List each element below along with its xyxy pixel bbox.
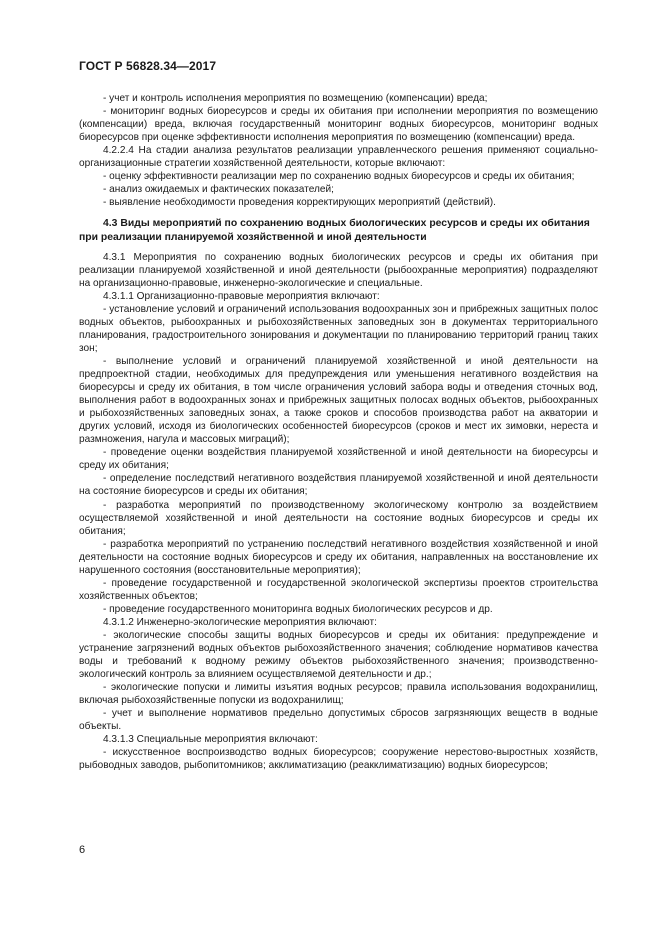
list-item: - экологические способы защиты водных биоресурсов и среды их обитания: предупреждение и устранение загрязнений водных объектов рыбохозяйственного значения; соблюдение нормативов качества воды и требований к водному режиму объектов рыбохозяйственного значения; производственно-экологический контроль за влиянием осуществляемой деятельности и др.; bbox=[79, 629, 598, 681]
list-item: - разработка мероприятий по устранению последствий негативного воздействия хозяйственной и иной деятельности на состояние водных биоресурсов и среду их обитания, направленных на восстановление их нарушенного состояния (восстановительные мероприятия); bbox=[79, 538, 598, 576]
list-item: - анализ ожидаемых и фактических показателей; bbox=[103, 184, 334, 196]
document-header: ГОСТ Р 56828.34—2017 bbox=[79, 59, 217, 73]
clause-paragraph: 4.3.1.1 Организационно-правовые мероприятия включают: bbox=[103, 290, 380, 302]
clause-paragraph: 4.2.2.4 На стадии анализа результатов реализации управленческого решения применяют социально-организационные стратегии хозяйственной деятельности, которые включают: bbox=[79, 145, 598, 170]
list-item: - выполнение условий и ограничений планируемой хозяйственной и иной деятельности на предпроектной стадии, необходимых для предупреждения или уменьшения негативного воздействия на биоресурсы и среду их обитания, в том числе ограничения условий забора воды и отведения сточных вод, выполнения работ в водоохранных зонах и прибрежных защитных полосах водных объектов, рыбоохранных и рыбохозяйственных заповедных зонах, а также сроков и способов производства работ на акватории и других условий, исходя из биологических особенностей биоресурсов (сроков и мест их зимовки, нереста и размножения, нагула и массовых миграций); bbox=[79, 355, 598, 446]
list-item: - выявление необходимости проведения корректирующих мероприятий (действий). bbox=[103, 197, 496, 209]
list-item: - разработка мероприятий по производственному экологическому контролю за воздействием осуществляемой хозяйственной и иной деятельности на состояние водных биоресурсов и среды их обитания; bbox=[79, 499, 598, 537]
list-item: - учет и выполнение нормативов предельно допустимых сбросов загрязняющих веществ в водные объекты. bbox=[79, 708, 598, 733]
list-item: - определение последствий негативного воздействия планируемой хозяйственной и иной деятельности на состояние биоресурсов и среды их обитания; bbox=[79, 473, 598, 498]
list-item: - искусственное воспроизводство водных биоресурсов; сооружение нерестово-выростных хозяйств, рыбоводных заводов, рыбопитомников; акклиматизацию (реакклиматизацию) водных биоресурсов; bbox=[79, 747, 598, 772]
list-item: - учет и контроль исполнения мероприятия по возмещению (компенсации) вреда; bbox=[103, 93, 488, 104]
clause-paragraph: 4.3.1.3 Специальные мероприятия включают: bbox=[103, 734, 318, 746]
list-item: - мониторинг водных биоресурсов и среды их обитания при исполнении мероприятия по возмещению (компенсации) вреда, включая государственный мониторинг водных биоресурсов, мониторинг водных биоресурсов при оценке эффективности исполнения мероприятия по возмещению (компенсации) вреда. bbox=[79, 106, 598, 144]
clause-paragraph: 4.3.1 Мероприятия по сохранению водных биологических ресурсов и среды их обитания при реализации планируемой хозяйственной и иной деятельности (рыбоохранные мероприятия) подразделяют на организационно-правовые, инженерно-экологические и специальные. bbox=[79, 251, 598, 289]
clause-paragraph: 4.3.1.2 Инженерно-экологические мероприятия включают: bbox=[103, 616, 377, 628]
document-body bbox=[79, 92, 598, 772]
list-item: - оценку эффективности реализации мер по сохранению водных биоресурсов и среды их обитания; bbox=[103, 171, 575, 183]
list-item: - проведение оценки воздействия планируемой хозяйственной и иной деятельности на биоресурсы и среду их обитания; bbox=[79, 447, 598, 472]
list-item: - проведение государственного мониторинга водных биологических ресурсов и др. bbox=[103, 603, 493, 615]
page-number: 6 bbox=[79, 844, 86, 856]
list-item: - установление условий и ограничений использования водоохранных зон и прибрежных защитных полос водных объектов, рыбоохранных и рыбохозяйственных заповедных зон в документах территориального планирования, градостроительного зонирования и документации по планированию территорий границ таких зон; bbox=[79, 303, 598, 354]
section-heading: 4.3 Виды мероприятий по сохранению водных биологических ресурсов и среды их обитания при реализации планируемой хозяйственной и иной деятельности bbox=[79, 218, 590, 244]
list-item: - проведение государственной и государственной экологической экспертизы проектов строительства хозяйственных объектов; bbox=[79, 577, 598, 602]
list-item: - экологические попуски и лимиты изъятия водных ресурсов; правила использования водохранилищ, включая рыбохозяйственные попуски из водохранилищ; bbox=[79, 682, 598, 707]
